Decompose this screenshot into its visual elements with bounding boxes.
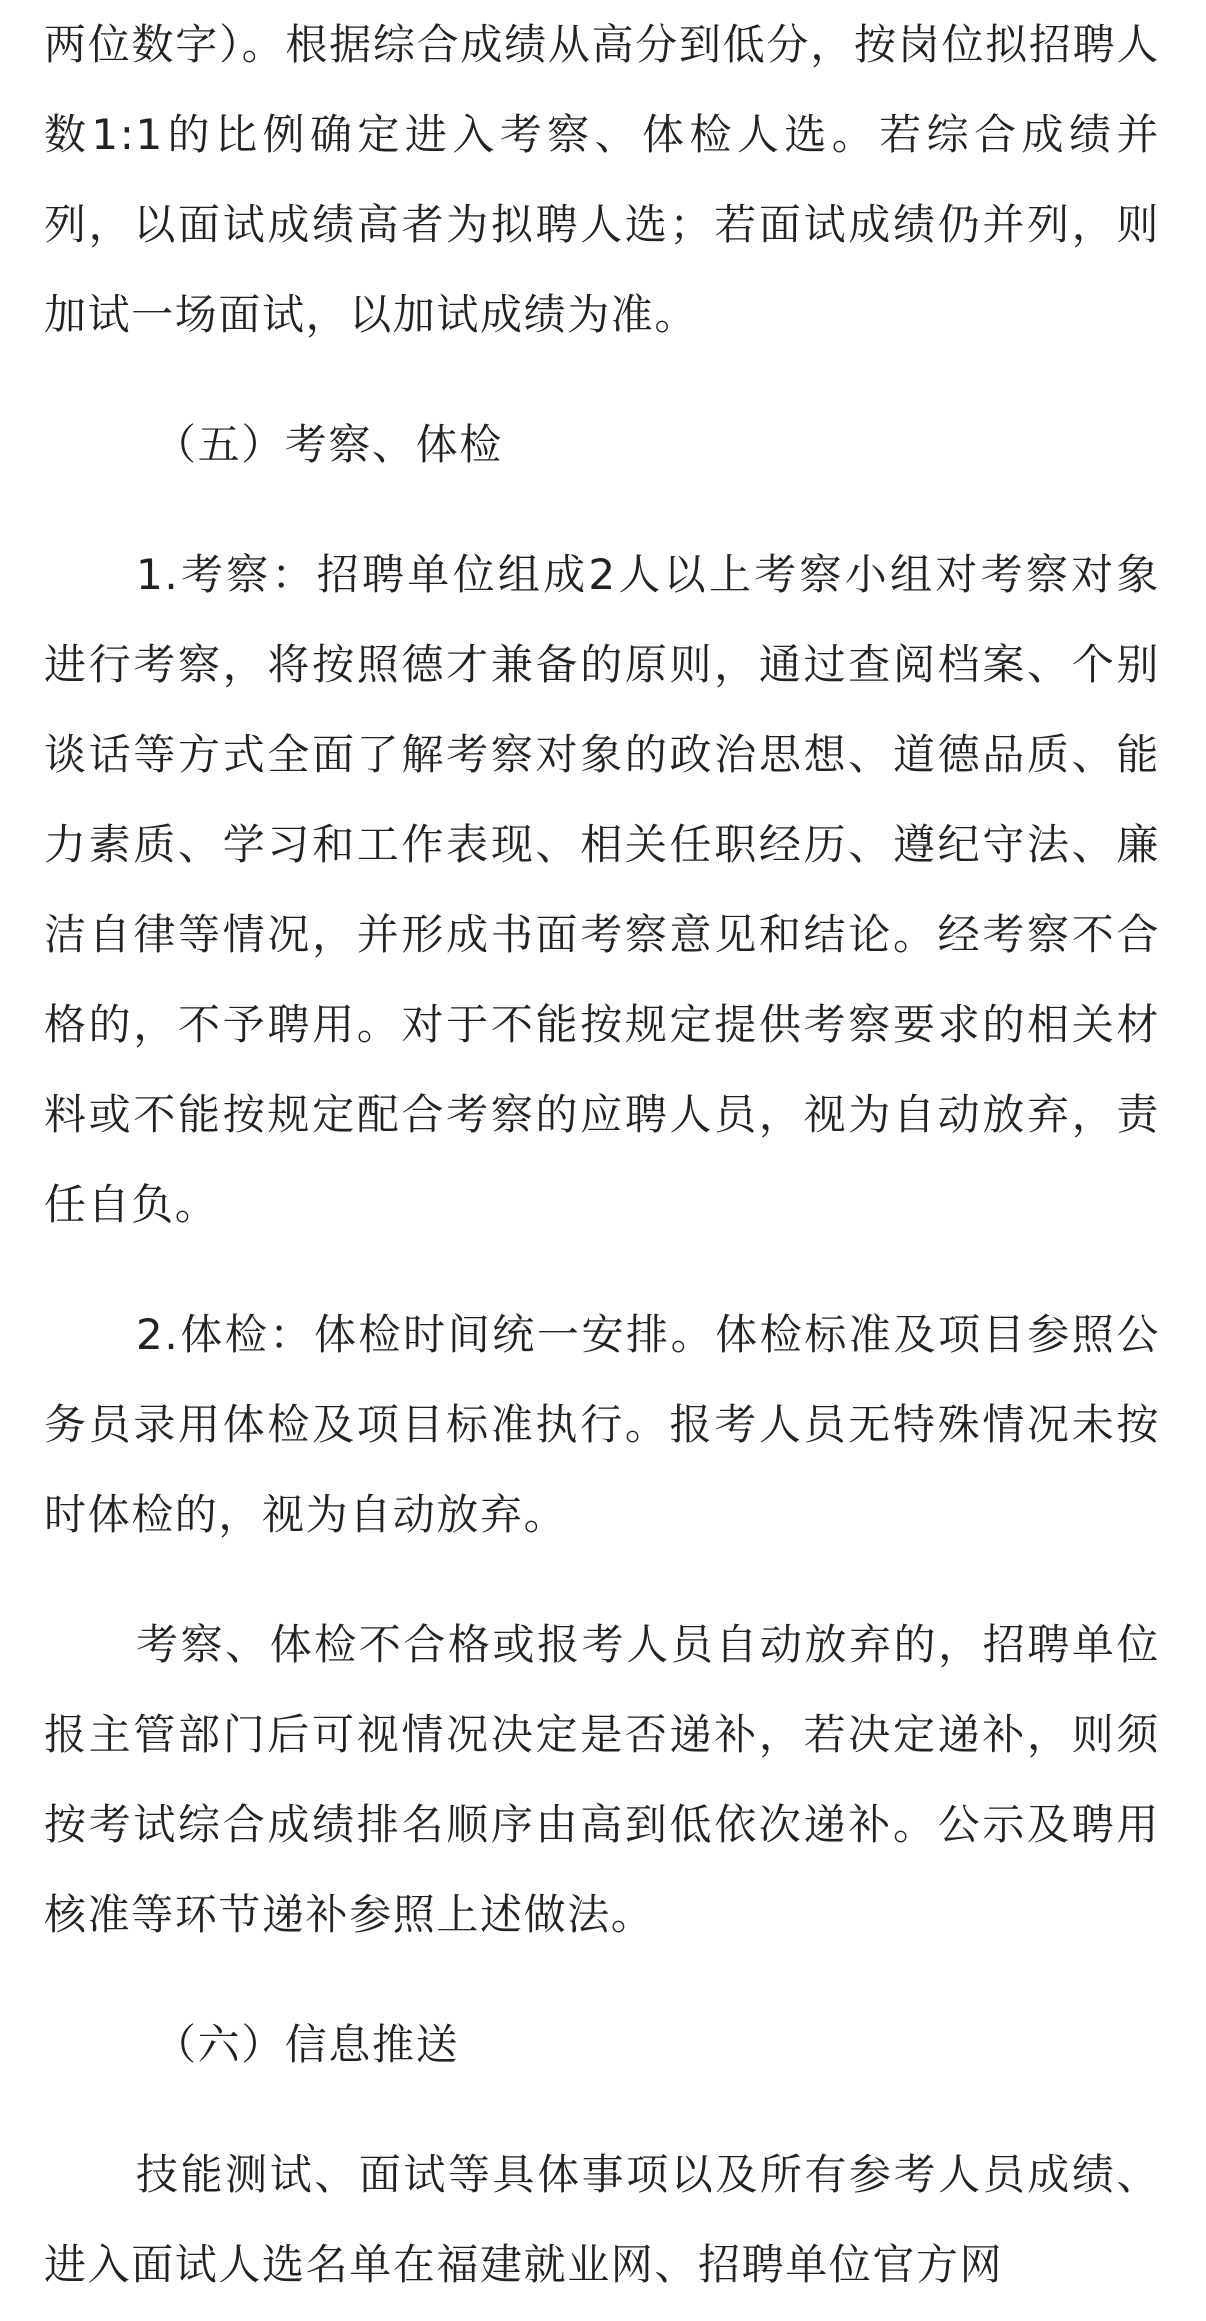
paragraph-ranking-rules: 两位数字）。根据综合成绩从高分到低分，按岗位拟招聘人数1:1的比例确定进入考察、体检人选。若综合成绩并列，以面试成绩高者为拟聘人选；若面试成绩仍并列，则加试一场面试，以加试成绩为准。 [44,20,1160,339]
section-heading-info-push: （六）信息推送 [154,2020,460,2069]
paragraph-inspection: 1.考察：招聘单位组成2人以上考察小组对考察对象进行考察，将按照德才兼备的原则，通过查阅档案、个别谈话等方式全面了解考察对象的政治思想、道德品质、能力素质、学习和工作表现、相关任职经历、遵纪守法、廉洁自律等情况，并形成书面考察意见和结论。经考察不合格的，不予聘用。对于不能按规定提供考察要求的相关材料或不能按规定配合考察的应聘人员，视为自动放弃，责任自负。 [44,550,1160,1229]
paragraph-info-push: 技能测试、面试等具体事项以及所有参考人员成绩、进入面试人选名单在福建就业网、招聘单位官方网 [44,2150,1160,2289]
section-heading-inspection-medical: （五）考察、体检 [154,420,503,469]
paragraph-gap [44,490,1160,530]
paragraph-gap [44,1560,1160,1600]
paragraph-medical-exam: 2.体检：体检时间统一安排。体检标准及项目参照公务员录用体检及项目标准执行。报考人员无特殊情况未按时体检的，视为自动放弃。 [44,1310,1160,1539]
paragraph-gap [44,360,1160,400]
paragraph-gap [44,2090,1160,2130]
paragraph-gap [44,1960,1160,2000]
paragraph-gap [44,1250,1160,1290]
paragraph-replacement: 考察、体检不合格或报考人员自动放弃的，招聘单位报主管部门后可视情况决定是否递补，若决定递补，则须按考试综合成绩排名顺序由高到低依次递补。公示及聘用核准等环节递补参照上述做法。 [44,1620,1160,1939]
